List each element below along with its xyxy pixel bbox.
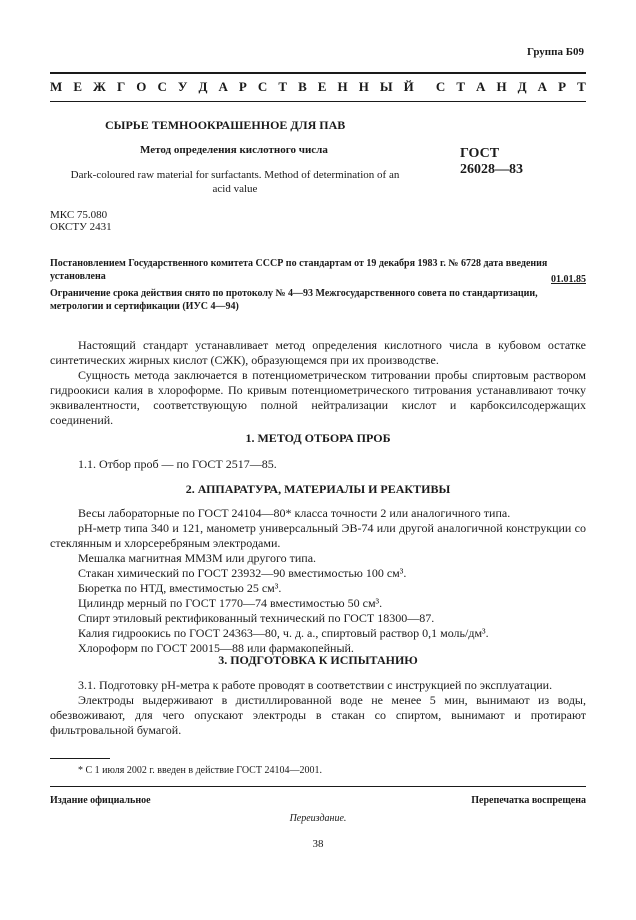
banner-letter: Т	[456, 79, 465, 94]
reissue-label: Переиздание.	[289, 813, 347, 824]
section-2-item: Калия гидроокись по ГОСТ 24363—80, ч. д. а., спиртовый раствор 0,1 моль/дм³.	[78, 626, 489, 640]
banner-letter: Ж	[93, 79, 106, 94]
section-2-item: Хлороформ по ГОСТ 20015—88 или фармакопейный.	[78, 641, 354, 655]
section-2-body	[50, 506, 586, 656]
banner-letter: С	[157, 79, 167, 94]
section-2-item: Стакан химический по ГОСТ 23932—90 вместимостью 100 см³.	[78, 566, 407, 580]
banner-letter: А	[218, 79, 228, 94]
english-title: Dark-coloured raw material for surfactants. Method of determination of an acid value	[70, 169, 400, 195]
okstu-code: ОКСТУ 2431	[50, 221, 112, 233]
banner-letter: М	[50, 79, 63, 94]
section-2-item: Весы лабораторные по ГОСТ 24104—80* класса точности 2 или аналогичного типа.	[78, 506, 511, 520]
group-code: Группа Б09	[527, 46, 584, 58]
banner-letter: Н	[337, 79, 348, 94]
footnote-rule	[50, 758, 110, 759]
banner-letter: А	[537, 79, 548, 94]
banner-letter: Р	[558, 79, 567, 94]
decree-date: 01.01.85	[551, 274, 586, 285]
footnote: * С 1 июля 2002 г. введен в действие ГОСТ 24104—2001.	[78, 765, 322, 776]
section-3-item: Электроды выдерживают в дистиллированной воде не менее 5 мин, вынимают из воды, обезвоживают, для чего опускают электроды в стакан со спиртом, вынимают и протирают фильтровальной бумагой.	[50, 693, 586, 737]
banner-letter: С	[435, 79, 446, 94]
banner-letter: С	[257, 79, 268, 94]
footer-rule	[50, 786, 586, 787]
section-2-item: Спирт этиловый ректификованный технический по ГОСТ 18300—87.	[78, 611, 435, 625]
intro-paragraph: Сущность метода заключается в потенциометрическом титровании пробы спиртовым раствором гидроокиси калия в хлороформе. По кривым потенциометрического титрования устанавливают точку эквивалентности, соответствующую полной нейтрализации кислот и карбоксилсодержащих соединений.	[50, 368, 586, 427]
banner-letter: Г	[116, 79, 126, 94]
intro-paragraph: Настоящий стандарт устанавливает метод определения кислотного числа в кубовом остатке синтетических жирных кислот (СЖК), образующемся при их производстве.	[50, 338, 586, 367]
banner-letter: Н	[496, 79, 507, 94]
section-3-body	[50, 678, 586, 738]
section-1-text: 1.1. Отбор проб — по ГОСТ 2517—85.	[78, 457, 277, 471]
page-number: 38	[312, 838, 324, 850]
document-title: СЫРЬЕ ТЕМНООКРАШЕННОЕ ДЛЯ ПАВ	[105, 118, 346, 132]
banner-letter: Д	[198, 79, 208, 94]
banner-letter: А	[476, 79, 486, 94]
banner-letter: Т	[577, 79, 586, 94]
banner-letter: Е	[317, 79, 327, 94]
banner-letter: Р	[238, 79, 247, 94]
standard-banner	[50, 79, 586, 95]
banner-letter: Й	[403, 79, 414, 94]
intro-section	[50, 338, 586, 428]
section-2-item: Мешалка магнитная ММЗМ или другого типа.	[78, 551, 317, 565]
classification-codes	[50, 209, 112, 233]
banner-letter: Е	[73, 79, 82, 94]
document-subtitle: Метод определения кислотного числа	[140, 144, 328, 156]
banner-rule	[50, 101, 586, 102]
banner-letter: О	[136, 79, 147, 94]
gost-number	[460, 146, 523, 178]
section-2-item: pH-метр типа 340 и 121, манометр универсальный ЭВ-74 или другой аналогичной конструкции со стеклянным и хлорсеребряным электродами.	[50, 521, 586, 550]
banner-letter: Ы	[379, 79, 393, 94]
banner-letter: Т	[278, 79, 288, 94]
banner-letter: В	[298, 79, 307, 94]
banner-letter: Д	[517, 79, 527, 94]
section-3-item: 3.1. Подготовку pH-метра к работе проводят в соответствии с инструкцией по эксплуатации.	[78, 678, 553, 692]
section-3-heading: 3. ПОДГОТОВКА К ИСПЫТАНИЮ	[218, 653, 418, 667]
decree-text: Постановлением Государственного комитета СССР по стандартам от 19 декабря 1983 г. № 6728 дата введения установлена	[50, 258, 548, 282]
banner-letter: Н	[358, 79, 369, 94]
gost-code: 26028—83	[460, 162, 523, 177]
edition-label: Издание официальное	[50, 795, 151, 806]
limitation-text: Ограничение срока действия снято по протоколу № 4—93 Межгосударственного совета по стандартизации, метрологии и сертификации (ИУС 4—94)	[50, 288, 538, 312]
section-1-heading: 1. МЕТОД ОТБОРА ПРОБ	[245, 431, 391, 445]
gost-label: ГОСТ	[460, 146, 500, 161]
section-2-item: Бюретка по НТД, вместимостью 25 см³.	[78, 581, 282, 595]
mks-code: МКС 75.080	[50, 209, 108, 221]
banner-letter: У	[177, 79, 188, 94]
section-2-item: Цилиндр мерный по ГОСТ 1770—74 вместимостью 50 см³.	[78, 596, 383, 610]
top-rule	[50, 72, 586, 74]
reprint-ban-label: Перепечатка воспрещена	[471, 795, 586, 806]
section-2-heading: 2. АППАРАТУРА, МАТЕРИАЛЫ И РЕАКТИВЫ	[185, 482, 451, 496]
section-1-body	[50, 457, 586, 472]
